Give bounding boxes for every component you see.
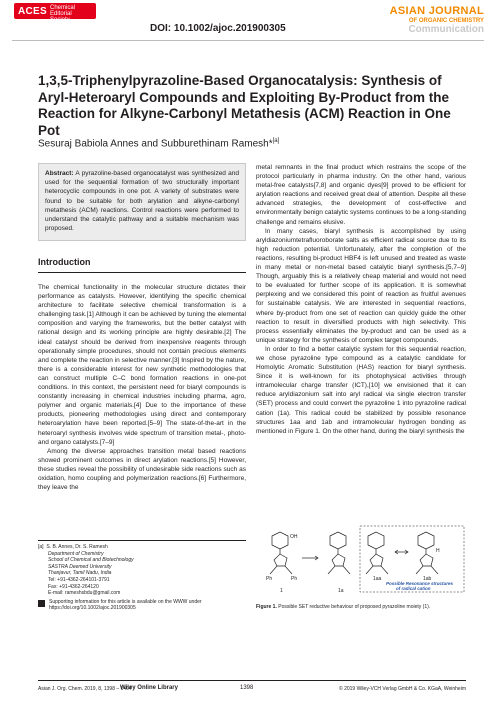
footnote-rule <box>38 540 246 541</box>
footnote-email[interactable]: E-mail: rameshsbdu@gmail.com <box>48 590 121 597</box>
figure-label-1aa: 1aa <box>373 576 382 582</box>
footnote-line: School of Chemical and Biotechnology <box>48 557 134 564</box>
figure-label-1ab: 1ab <box>423 576 432 582</box>
aces-logo-text: ACES <box>18 5 47 17</box>
abstract-label: Abstract: <box>45 170 74 177</box>
footnote-line: Tel: +91-4362-264101-3791 <box>48 576 110 583</box>
figure-label-1: 1 <box>280 588 283 594</box>
supporting-info-text[interactable]: Supporting information for this article is available on the WWW under https://doi.org/10.1002/ajoc.201900305 <box>49 598 202 612</box>
resonance-caption-line1: Possible Resonance structures <box>386 581 454 586</box>
footer-divider <box>38 680 466 681</box>
journal-logo <box>390 6 484 35</box>
abstract-text: A pyrazoline-based organocatalyst was synthesized and used for the sequential formation of two structurally important heterocyclic compounds in one pot. A variety of substrates were found to be suitable for both arylation and alkyne-carbonyl metathesis (ACM) reactions. Control reactions were performed to understand the catalytic pathway and a suitable mechanism was proposed. <box>45 170 239 233</box>
header-divider <box>12 40 484 41</box>
figure-caption-label: Figure 1. <box>256 604 277 610</box>
figure-1-scheme <box>256 522 466 602</box>
body-paragraph: In many cases, biaryl synthesis is accomplished by using aryldiazoniumtetrafluoroborate salts as efficient radical source due to its high reduction potential. Unfortunately, after the completion of the reactions, resulting bi-product HBF4 is left unused and treated as waste in many metal or non-metal based catalytic biaryl synthesis.[5,7–9] Though, arguably this is a relatively cheap material and would not need to be evaluated for further scope of its application. It is somewhat perplexing and we considered this point of reaction as fruitful avenues for sustainable catalysis. We are interested in sequential reactions, where by-product from one set of reaction can quickly guide the other reaction to result in diversified products with high selectivity. This process essentially eliminates the by-product and can be used as a unique strategy for the synthesis of complex target compounds. <box>256 227 466 344</box>
doi-text[interactable]: DOI: 10.1002/ajoc.201900305 <box>150 23 286 34</box>
supporting-info-icon <box>38 600 45 607</box>
structure-1ab <box>416 532 438 574</box>
figure-label-1a: 1a <box>338 588 344 594</box>
footnote-line: Department of Chemistry <box>48 550 104 557</box>
supporting-info <box>38 599 246 612</box>
footnote-marker: [a] <box>38 544 44 550</box>
left-column-body <box>38 283 246 492</box>
figure-caption-text: Possible SET reductive behaviour of proposed pyrazoline moiety (1). <box>276 604 431 610</box>
structure-1a <box>328 532 350 574</box>
body-paragraph: Among the diverse approaches transition metal based reactions showed prominent outcomes in direct arylation reactions.[5] However, these studies reveal the possibility of undesirable side reactions such as oxidation, homo coupling and polymerization reactions.[6] Furthermore, they leave the <box>38 447 246 492</box>
abstract-box <box>38 163 246 241</box>
figure-caption <box>256 604 466 611</box>
body-paragraph: metal remnants in the final product which restrains the scope of the protocol particularly in pharma industry. On the other hand, various metal-free catalysts[7,8] and organic dyes[9] proved to be efficient for arylation reactions and received great deal of attention. Despite all these advanced strategies, the development of cost-effective and environmentally benign catalytic systems continues to be a long-standing challenge and remains elusive. <box>256 164 466 226</box>
structure-1 <box>270 532 292 574</box>
footnote-line: SASTRA Deemed University <box>48 563 112 570</box>
author-names: Sesuraj Babiola Annes and Subburethinam Ramesh* <box>38 138 273 150</box>
journal-name-line1: ASIAN JOURNAL <box>389 5 484 17</box>
footnote-line: Fax: +91-4362-264120 <box>48 583 99 590</box>
right-column-body <box>256 163 466 436</box>
figure-label-h: H <box>436 548 440 554</box>
affiliation-footnote <box>38 544 246 612</box>
page-number: 1398 <box>240 685 254 691</box>
author-affiliation-marker: [a] <box>272 138 280 144</box>
figure-label-oh: OH <box>290 534 298 540</box>
section-heading: Introduction <box>38 257 91 267</box>
structure-1aa <box>366 532 388 574</box>
footer-citation: Asian J. Org. Chem. 2019, 8, 1398 – 1404 <box>38 686 132 692</box>
article-type: Communication <box>408 24 484 35</box>
aces-logo <box>14 0 96 23</box>
section-heading-rule <box>38 272 246 273</box>
figure-label-ph: Ph <box>266 576 273 582</box>
resonance-arrow <box>395 550 408 554</box>
body-paragraph: The chemical functionality in the molecular structure dictates their performance as catalysts. However, identifying the specific chemical architecture to facilitate selective chemical transformation is a challenging task.[1] Although it can be achieved by tuning the elemental composition and varying the frameworks, but the better catalyst with rational design and its working principle are highly desirable.[2] The ideal catalyst should be derived from inexpensive reagents through operationally simple procedures, should not contain precious elements and complete the reaction in selective manner.[3] Inspired by the nature, there is a considerable interest for new synthetic methodologies that can construct multiple C–C bond formation reactions in one-pot conditions. In this context, the persistent need for biaryl compounds is constantly increasing in chemical industries including pharma, agro, polymer and organic materials.[4] Due to the importance of these products, pioneering methodologies using direct and contemporary heteroarylation have been reported.[5–9] The state-of-the-art in the heteroaryl synthesis involves wide spectrum of transition metal-, photo- and organo catalysts.[7–9] <box>38 284 246 446</box>
arrow <box>302 556 318 560</box>
footnote-line: Thanjavur, Tamil Nadu, India <box>48 570 112 577</box>
footer-publisher: Wiley Online Library <box>120 685 178 691</box>
aces-logo-subtext: Asian Chemical Editorial Society <box>49 0 75 23</box>
body-paragraph: In order to find a better catalytic system for this sequential reaction, we chose pyrazoline type compound as a catalytic candidate for Homolytic Aromatic Substitution (HAS) reaction for biaryl synthesis. Since it is well-known for its photophysical activities through intramolecular charge transfer (ICT),[10] we envisioned that it can reduce aryldiazonium salt into aryl radical via single electron transfer (SET) process and could convert the pyrazoline 1 into pyrazoline radical cation (1a). This radical could be stabilized by possible resonance structures 1aa and 1ab and intramolecular hydrogen bonding as mentioned in Figure 1. On the other hand, during the biaryl synthesis the <box>256 345 466 435</box>
footer-copyright: © 2019 Wiley-VCH Verlag GmbH & Co. KGaA, Weinheim <box>339 686 466 692</box>
article-title: 1,3,5-Triphenylpyrazoline-Based Organocatalysis: Synthesis of Aryl-Heteroaryl Compounds and Exploiting By-Product from the Reaction for Alkyne-Carbonyl Metathesis (ACM) Reaction in One Pot <box>38 73 451 138</box>
author-list <box>38 138 279 149</box>
resonance-caption-line2: of radical cation <box>396 586 431 591</box>
footnote-authors: S. B. Annes, Dr. S. Ramesh <box>46 544 108 550</box>
figure-label-ph: Ph <box>291 576 298 582</box>
journal-name-line2: OF ORGANIC CHEMISTRY <box>408 18 484 24</box>
